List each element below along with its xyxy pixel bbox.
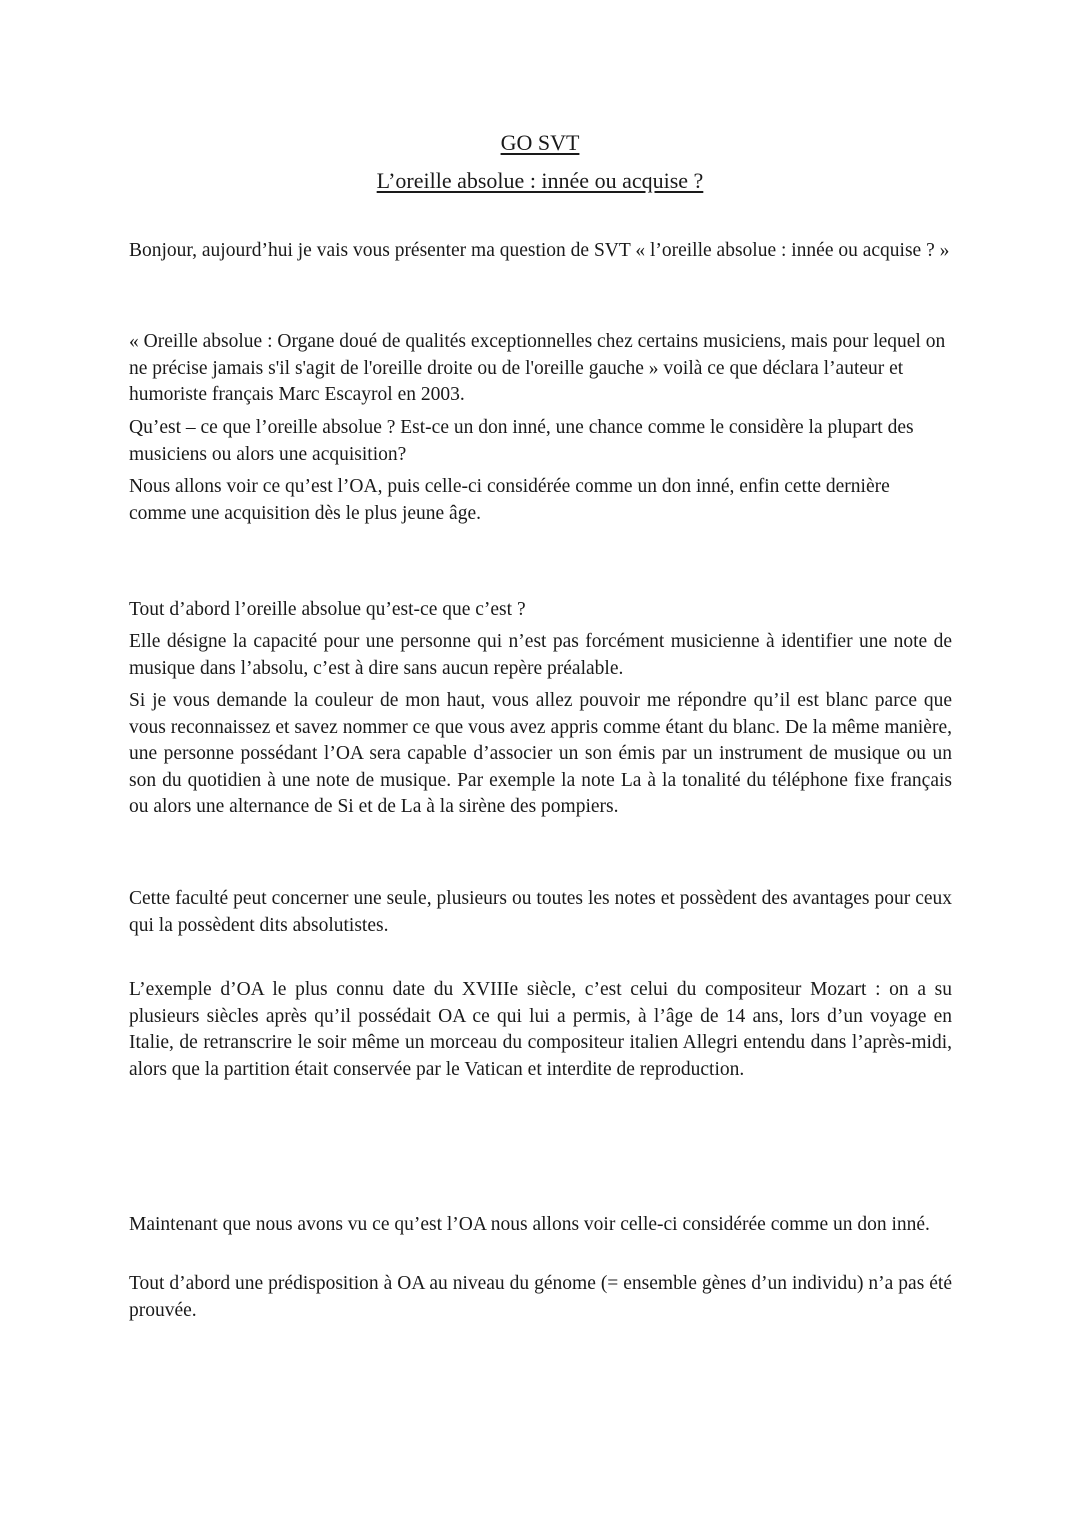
document-subtitle: L’oreille absolue : innée ou acquise ? <box>376 168 704 193</box>
paragraph-faculty: Cette faculté peut concerner une seule, plusieurs ou toutes les notes et possèdent des avantages pour ceux qui la possèdent dits absolutistes. <box>129 888 952 936</box>
paragraph-example-color: Si je vous demande la couleur de mon haut, vous allez pouvoir me répondre qu’il est blanc parce que vous reconnaissez et savez nommer ce que vous avez appris comme étant du blanc. De la même manière, une personne possédant l’OA sera capable d’associer un son émis par un instrument de musique ou un son du quotidien à une note de musique. Par exemple la note La à la tonalité du téléphone fixe français ou alors une alternance de Si et de La à la sirène des pompiers. <box>129 690 952 817</box>
document-title: GO SVT <box>500 130 580 155</box>
paragraph-question: Qu’est – ce que l’oreille absolue ? Est-ce un don inné, une chance comme le considère la plupart des musiciens ou alors une acquisition? <box>129 417 914 465</box>
paragraph-transition: Maintenant que nous avons vu ce qu’est l’OA nous allons voir celle-ci considérée comme un don inné. <box>129 1214 930 1235</box>
paragraph-quote: « Oreille absolue : Organe doué de qualités exceptionnelles chez certains musiciens, mais pour lequel on ne précise jamais s'il s'agit de l'oreille droite ou de l'oreille gauche » voilà ce que déclara l’auteur et humoriste français Marc Escayrol en 2003. <box>129 331 946 405</box>
paragraph-definition: Elle désigne la capacité pour une personne qui n’est pas forcément musicienne à identifier une note de musique dans l’absolu, c’est à dire sans aucun repère préalable. <box>129 631 952 679</box>
paragraph-plan: Nous allons voir ce qu’est l’OA, puis celle-ci considérée comme un don inné, enfin cette dernière comme une acquisition dès le plus jeune âge. <box>129 476 890 524</box>
paragraph-mozart: L’exemple d’OA le plus connu date du XVIIIe siècle, c’est celui du compositeur Mozart : on a su plusieurs siècles après qu’il possédait OA ce qui lui a permis, à l’âge de 14 ans, lors d’un voyage en Italie, de retranscrire le soir même un morceau du compositeur italien Allegri entendu dans l’après-midi, alors que la partition était conservée par le Vatican et interdite de reproduction. <box>129 979 952 1080</box>
paragraph-intro: Bonjour, aujourd’hui je vais vous présenter ma question de SVT « l’oreille absolue : innée ou acquise ? » <box>129 240 950 261</box>
paragraph-section-heading: Tout d’abord l’oreille absolue qu’est-ce que c’est ? <box>129 599 526 620</box>
paragraph-genome: Tout d’abord une prédisposition à OA au niveau du génome (= ensemble gènes d’un individu) n’a pas été prouvée. <box>129 1273 952 1321</box>
